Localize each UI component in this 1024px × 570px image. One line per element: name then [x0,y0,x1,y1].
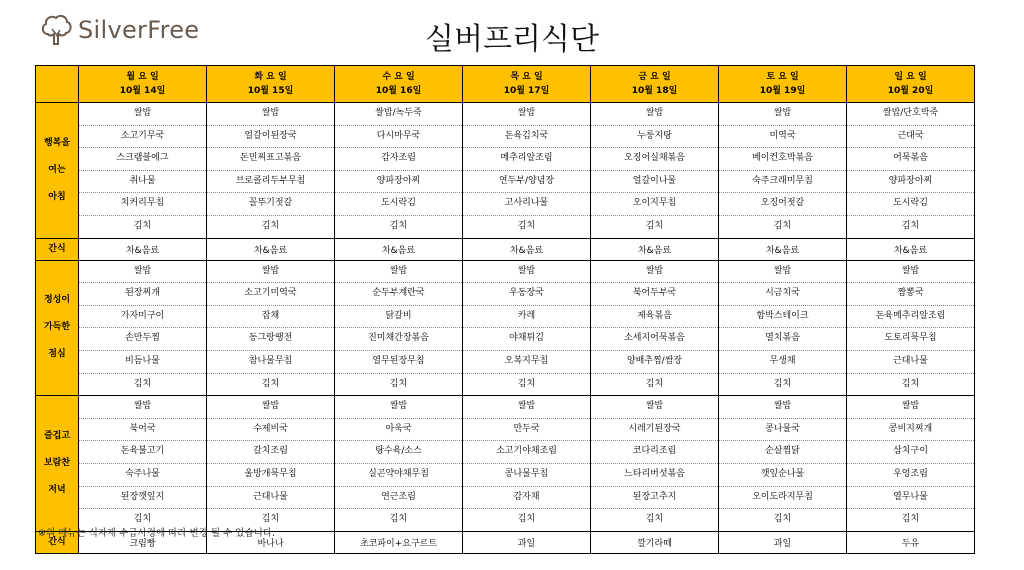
menu-item: 콩비지찌개 [847,419,974,442]
menu-item: 감자조림 [335,148,462,171]
day-date: 10월 18일 [631,86,678,96]
meal-row [36,260,975,396]
meal-row [36,103,975,239]
menu-item: 열무된장무침 [335,351,462,374]
menu-item: 아욱국 [335,419,462,442]
snack-item: 차&음료 [463,238,591,260]
menu-cell [847,260,975,396]
menu-item: 쌀밥 [79,396,206,419]
menu-item: 멸치볶음 [719,328,846,351]
menu-item: 김치 [133,514,152,525]
day-date: 10월 15일 [247,86,294,96]
menu-item: 쌀밥 [207,103,334,126]
day-date: 10월 19일 [759,86,806,96]
menu-item: 느타리버섯볶음 [591,464,718,487]
meal-label [36,396,79,532]
meal-label-line: 행복을 [43,137,71,148]
day-name: 수 요 일 [382,72,415,82]
menu-item: 김치 [261,378,280,389]
snack-item: 두유 [847,531,975,553]
menu-cell [847,103,975,239]
menu-item: 쌀밥 [335,261,462,284]
snack-item: 초코파이+요구르트 [335,531,463,553]
menu-item: 북어국 [79,419,206,442]
day-header [591,66,719,103]
logo-text: SilverFree [78,16,200,44]
menu-item: 근대국 [847,126,974,149]
menu-cell [463,260,591,396]
menu-item: 쌀밥 [463,396,590,419]
menu-item: 김치 [261,514,280,525]
menu-item: 숙주나물 [79,464,206,487]
menu-item: 잡채 [207,306,334,329]
menu-cell [79,103,207,239]
menu-item: 실곤약야채무침 [335,464,462,487]
menu-item: 진미채간장볶음 [335,328,462,351]
menu-cell [719,396,847,532]
menu-item: 쌀밥 [719,396,846,419]
day-name: 화 요 일 [254,72,287,82]
menu-item: 닭갈비 [335,306,462,329]
day-name: 일 요 일 [894,72,927,82]
menu-item: 참나물무침 [207,351,334,374]
menu-item: 갈치조림 [207,441,334,464]
menu-cell [207,396,335,532]
day-header [335,66,463,103]
snack-item: 차&음료 [847,238,975,260]
menu-item: 쌀밥 [335,396,462,419]
menu-item: 김치 [133,378,152,389]
menu-item: 김치 [261,220,280,231]
menu-item: 연두부/양념장 [463,171,590,194]
day-name: 토 요 일 [766,72,799,82]
menu-item: 도시락김 [847,193,974,216]
snack-item: 과일 [463,531,591,553]
menu-item: 고사리나물 [463,193,590,216]
menu-item: 제육볶음 [591,306,718,329]
menu-item: 무생채 [719,351,846,374]
menu-item: 감자채 [463,487,590,510]
menu-item: 꼴뚜기젓갈 [207,193,334,216]
menu-item: 쌀밥 [591,396,718,419]
menu-cell [463,396,591,532]
menu-item: 김치 [389,220,408,231]
menu-cell [591,103,719,239]
menu-cell [591,396,719,532]
menu-cell [335,103,463,239]
menu-item: 얼갈이된장국 [207,126,334,149]
menu-item: 베이컨호박볶음 [719,148,846,171]
meal-label-line: 즐겁고 [43,430,71,441]
menu-item: 순두부계란국 [335,283,462,306]
menu-item: 김치 [517,378,536,389]
menu-cell [79,396,207,532]
menu-item: 브로콜리두부무침 [207,171,334,194]
menu-item: 김치 [901,378,920,389]
menu-item: 쌀밥 [207,396,334,419]
menu-cell [79,260,207,396]
menu-item: 연근조림 [335,487,462,510]
menu-item: 된장깻잎지 [79,487,206,510]
menu-item: 탕수육/소스 [335,441,462,464]
menu-item: 돈육메추리알조림 [847,306,974,329]
menu-item: 쌀밥 [719,103,846,126]
day-name: 월 요 일 [126,72,159,82]
menu-item: 양배추찜/쌈장 [591,351,718,374]
menu-item: 순살찜닭 [719,441,846,464]
meal-label-line: 정성이 [43,295,71,306]
menu-item: 쌀밥 [463,261,590,284]
menu-item: 도토리묵무침 [847,328,974,351]
snack-item: 차&음료 [591,238,719,260]
menu-item: 메추리알조림 [463,148,590,171]
menu-item: 수제비국 [207,419,334,442]
menu-item: 오징어젓갈 [719,193,846,216]
corner-cell [36,66,79,103]
meal-label [36,103,79,239]
day-header [847,66,975,103]
day-header [463,66,591,103]
menu-item: 동그랑땡전 [207,328,334,351]
menu-item: 김치 [901,514,920,525]
meal-label-line: 저녁 [48,484,66,495]
menu-item: 쌀밥 [847,261,974,284]
menu-item: 콩나물무침 [463,464,590,487]
menu-item: 양파장아찌 [847,171,974,194]
menu-item: 야채튀김 [463,328,590,351]
meal-label [36,260,79,396]
menu-cell [591,260,719,396]
menu-item: 어묵볶음 [847,148,974,171]
day-header [79,66,207,103]
menu-item: 돈민찌표고볶음 [207,148,334,171]
snack-item: 차&음료 [207,238,335,260]
menu-item: 만두국 [463,419,590,442]
snack-item: 차&음료 [719,238,847,260]
menu-item: 울방개묵무침 [207,464,334,487]
day-header [719,66,847,103]
menu-item: 근대나물 [207,487,334,510]
meal-label-line: 보람찬 [43,457,71,468]
menu-item: 소세지어묵볶음 [591,328,718,351]
snack-row [36,238,975,260]
menu-cell [335,396,463,532]
menu-item: 김치 [645,378,664,389]
menu-cell [719,260,847,396]
menu-cell [207,103,335,239]
menu-item: 짬뽕국 [847,283,974,306]
menu-item: 김치 [389,514,408,525]
menu-item: 김치 [901,220,920,231]
menu-item: 쌀밥 [79,103,206,126]
menu-item: 숙주크래미무침 [719,171,846,194]
menu-item: 우동장국 [463,283,590,306]
menu-item: 취나물 [79,171,206,194]
menu-item: 콩나물국 [719,419,846,442]
day-name: 금 요 일 [638,72,671,82]
menu-item: 북어두부국 [591,283,718,306]
meal-label [36,238,79,260]
menu-item: 미역국 [719,126,846,149]
menu-cell [463,103,591,239]
menu-item: 쌀밥 [207,261,334,284]
menu-item: 오이지무침 [591,193,718,216]
menu-item: 가자미구이 [79,306,206,329]
menu-item: 깻잎순나물 [719,464,846,487]
page-title: 실버프리식단 [425,22,599,57]
menu-item: 쌀밥/녹두죽 [335,103,462,126]
menu-item: 카레 [463,306,590,329]
menu-item: 열무나물 [847,487,974,510]
menu-item: 김치 [133,220,152,231]
meal-label-line: 점심 [48,349,66,360]
menu-item: 김치 [645,220,664,231]
menu-item: 소고기미역국 [207,283,334,306]
snack-item: 차&음료 [79,238,207,260]
menu-item: 소고기무국 [79,126,206,149]
menu-item: 다시마무국 [335,126,462,149]
day-name: 목 요 일 [510,72,543,82]
menu-item: 근대나물 [847,351,974,374]
menu-item: 김치 [389,378,408,389]
snack-item: 과일 [719,531,847,553]
menu-cell [847,396,975,532]
menu-item: 돈육김치국 [463,126,590,149]
menu-item: 돈육불고기 [79,441,206,464]
menu-item: 쌀밥 [719,261,846,284]
meal-label-line: 가득한 [43,322,71,333]
menu-item: 오복지무침 [463,351,590,374]
menu-item: 얼갈이나물 [591,171,718,194]
menu-table [35,65,975,554]
menu-item: 쌀밥 [463,103,590,126]
menu-item: 김치 [517,514,536,525]
menu-item: 된장찌개 [79,283,206,306]
day-date: 10월 20일 [887,86,934,96]
menu-item: 스크램블에그 [79,148,206,171]
meal-label-line: 아침 [48,191,66,202]
snack-item: 크림빵 [79,531,207,553]
menu-item: 손만두찜 [79,328,206,351]
menu-cell [335,260,463,396]
menu-item: 쌀밥 [591,261,718,284]
menu-item: 도시락김 [335,193,462,216]
menu-item: 누룽지탕 [591,126,718,149]
meal-label-line: 간식 [48,244,66,255]
meal-label-line: 간식 [48,537,66,548]
menu-item: 쌀밥 [847,396,974,419]
day-date: 10월 16일 [375,86,422,96]
meal-row [36,396,975,532]
menu-item: 시레기된장국 [591,419,718,442]
snack-item: 깔기라떼 [591,531,719,553]
menu-item: 쌀밥/단호박죽 [847,103,974,126]
menu-item: 삼치구이 [847,441,974,464]
menu-item: 비듬나물 [79,351,206,374]
snack-item: 바나나 [207,531,335,553]
menu-item: 시금치국 [719,283,846,306]
day-date: 10월 14일 [119,86,166,96]
menu-item: 치커리무침 [79,193,206,216]
menu-item: 김치 [773,220,792,231]
menu-item: 우엉조림 [847,464,974,487]
menu-item: 쌀밥 [591,103,718,126]
snack-item: 차&음료 [335,238,463,260]
menu-item: 오이도라지무침 [719,487,846,510]
menu-item: 김치 [773,378,792,389]
menu-item: 양파장아찌 [335,171,462,194]
menu-item: 함박스테이크 [719,306,846,329]
menu-cell [719,103,847,239]
footnote: ※위 메뉴는 식자재 수급사정에 따라 변경 될 수 있습니다. [38,528,276,539]
day-date: 10월 17일 [503,86,550,96]
day-header [207,66,335,103]
menu-item: 김치 [645,514,664,525]
menu-item: 코다리조림 [591,441,718,464]
menu-item: 소고기야채조림 [463,441,590,464]
menu-item: 쌀밥 [79,261,206,284]
menu-cell [207,260,335,396]
meal-label-line: 여는 [48,164,66,175]
menu-item: 김치 [517,220,536,231]
menu-item: 김치 [773,514,792,525]
menu-item: 된장고추지 [591,487,718,510]
menu-item: 오징어실채볶음 [591,148,718,171]
